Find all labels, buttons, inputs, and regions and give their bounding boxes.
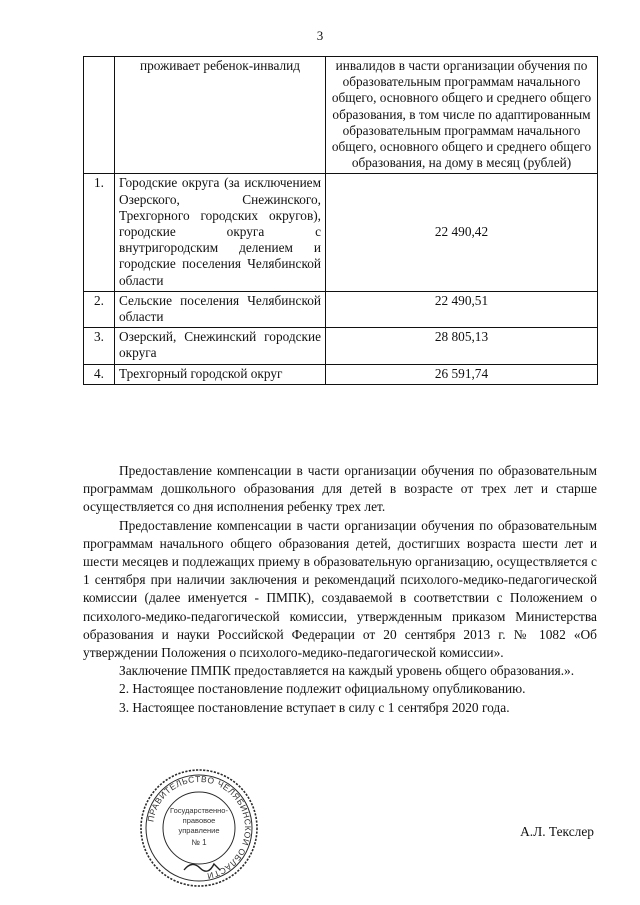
row-amount: 28 805,13 <box>326 328 598 364</box>
row-number: 4. <box>84 364 115 384</box>
paragraph-preschool: Предоставление компенсации в части организации обучения по образовательным программам дошкольного образования для детей в возрасте от трех лет и старше осуществляется со дня исполнения ребенку трех лет. <box>83 463 597 515</box>
table-row <box>84 174 598 291</box>
paragraph-publication: 2. Настоящее постановление подлежит официальному опубликованию. <box>119 681 526 697</box>
stamp-inner-line: № 1 <box>191 838 207 847</box>
stamp-inner-line: правовое <box>182 816 216 825</box>
table-header-territory: проживает ребенок-инвалид <box>115 57 326 174</box>
page-number: 3 <box>316 28 324 43</box>
table-row <box>84 364 598 384</box>
signatory-name: А.Л. Текслер <box>520 824 594 839</box>
row-territory: Городские округа (за исключением Озерского, Снежинского, Трехгорного городских округов), городские округа с внутригородским делением и городские поселения Челябинской области <box>115 174 326 291</box>
row-number: 3. <box>84 328 115 364</box>
table-cell-empty <box>84 57 115 174</box>
row-number: 1. <box>84 174 115 291</box>
compensation-table <box>83 56 598 385</box>
row-number: 2. <box>84 291 115 327</box>
paragraph-primary: Предоставление компенсации в части организации обучения по образовательным программам начального общего образования детей, достигших возраста шести лет и шести месяцев и подлежащих приему в образовательную организацию, осуществляется с 1 сентября при наличии заключения и рекомендаций психолого-медико-педагогической комиссии (далее именуется - ПМПК), создаваемой в соответствии с Положением о психолого-медико-педагогической комиссии, утвержденным приказом Министерства образования и науки Российской Федерации от 20 сентября 2013 г. № 1082 «Об утверждении Положения о психолого-медико-педагогической комиссии». <box>83 517 597 661</box>
stamp-inner-line: Государственно- <box>170 806 228 815</box>
table-header-row <box>84 57 598 174</box>
paragraph-pmpk: Заключение ПМПК предоставляется на каждый уровень общего образования.». <box>119 663 575 679</box>
row-territory: Озерский, Снежинский городские округа <box>115 328 326 364</box>
row-territory: Сельские поселения Челябинской области <box>115 291 326 327</box>
table-header-amount: инвалидов в части организации обучения по образовательным программам начального общего, основного общего и среднего общего образования, в том числе по адаптированным образовательным программам начального общего, основного общего и среднего общего образования, на дому в месяц (рублей) <box>326 57 598 174</box>
row-territory: Трехгорный городской округ <box>115 364 326 384</box>
row-amount: 26 591,74 <box>326 364 598 384</box>
official-stamp <box>126 766 272 890</box>
stamp-outer-text: ПРАВИТЕЛЬСТВО ЧЕЛЯБИНСКОЙ ОБЛАСТИ <box>145 773 254 882</box>
row-amount: 22 490,51 <box>326 291 598 327</box>
table-row <box>84 291 598 327</box>
table-row <box>84 328 598 364</box>
stamp-inner-line: управление <box>178 826 220 835</box>
row-amount: 22 490,42 <box>326 174 598 291</box>
document-body <box>83 462 597 717</box>
paragraph-effective-date: 3. Настоящее постановление вступает в силу с 1 сентября 2020 года. <box>119 699 510 715</box>
